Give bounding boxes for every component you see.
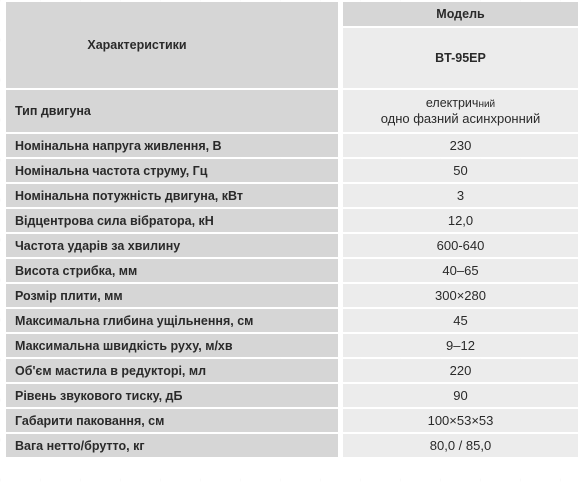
spec-value: 230 (343, 134, 578, 157)
spec-value: 3 (343, 184, 578, 207)
spec-value: 90 (343, 384, 578, 407)
engine-type-line-1-main: електрич (425, 96, 479, 110)
spec-label: Номінальна напруга живлення, В (6, 134, 338, 157)
table-row (6, 234, 578, 257)
table-row (6, 384, 578, 407)
spec-label: Номінальна потужність двигуна, кВт (6, 184, 338, 207)
table-row (6, 409, 578, 432)
table-row (6, 309, 578, 332)
spec-value: 12,0 (343, 209, 578, 232)
spec-label: Вага нетто/брутто, кг (6, 434, 338, 457)
spec-value: 45 (343, 309, 578, 332)
table-row-engine-type (6, 90, 578, 132)
spec-table (6, 0, 578, 459)
spec-value: 100×53×53 (343, 409, 578, 432)
table-row (6, 284, 578, 307)
table-row (6, 159, 578, 182)
table-row (6, 434, 578, 457)
spec-label: Розмір плити, мм (6, 284, 338, 307)
engine-type-value (343, 90, 578, 132)
characteristics-header: Характеристики (6, 2, 338, 88)
table-row (6, 334, 578, 357)
spec-label: Габарити паковання, см (6, 409, 338, 432)
table-row (6, 259, 578, 282)
engine-type-label: Тип двигуна (6, 90, 338, 132)
header-row-1 (6, 2, 578, 26)
table-row (6, 184, 578, 207)
spec-value: 9–12 (343, 334, 578, 357)
model-name: BT-95EP (343, 28, 578, 88)
spec-value: 50 (343, 159, 578, 182)
engine-type-line-1-small: ний (478, 99, 496, 110)
engine-type-line-2: одно фазний асинхронний (380, 111, 541, 126)
spec-label: Номінальна частота струму, Гц (6, 159, 338, 182)
spec-value: 220 (343, 359, 578, 382)
spec-label: Відцентрова сила вібратора, кН (6, 209, 338, 232)
spec-value: 80,0 / 85,0 (343, 434, 578, 457)
spec-value: 600-640 (343, 234, 578, 257)
spec-value: 300×280 (343, 284, 578, 307)
model-header: Модель (343, 2, 578, 26)
spec-label: Висота стрибка, мм (6, 259, 338, 282)
spec-label: Максимальна глибина ущільнення, см (6, 309, 338, 332)
table-row (6, 359, 578, 382)
spec-label: Рівень звукового тиску, дБ (6, 384, 338, 407)
spec-label: Об'єм мастила в редукторі, мл (6, 359, 338, 382)
engine-type-line-1 (343, 96, 578, 112)
spec-label: Максимальна швидкість руху, м/хв (6, 334, 338, 357)
spec-value: 40–65 (343, 259, 578, 282)
spec-label: Частота ударів за хвилину (6, 234, 338, 257)
table-row (6, 134, 578, 157)
table-row (6, 209, 578, 232)
